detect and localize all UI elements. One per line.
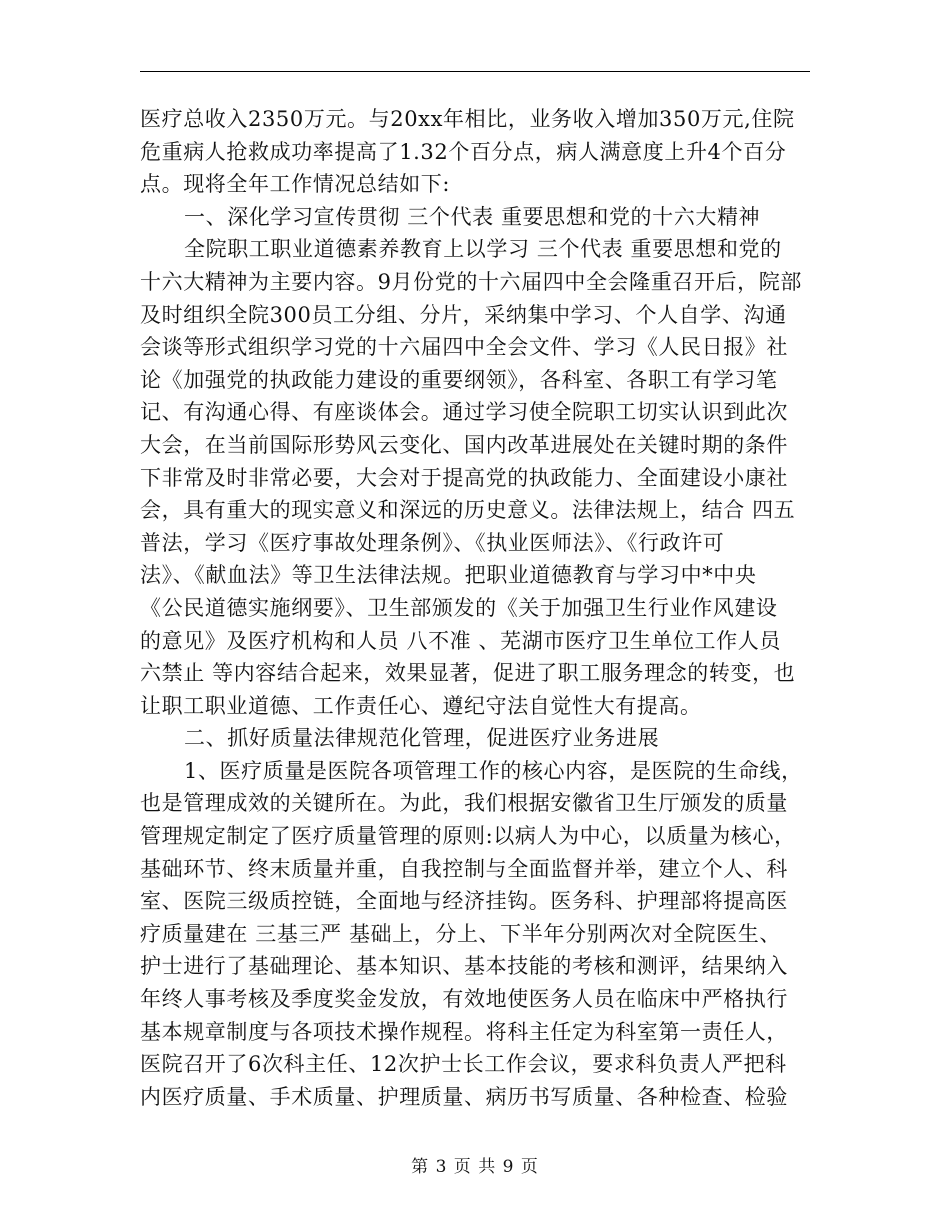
- section-heading: 一、深化学习宣传贯彻 三个代表 重要思想和党的十六大精神: [184, 204, 761, 229]
- text-line: 的意见》及医疗机构和人员 八不准 、芜湖市医疗卫生单位工作人员: [140, 628, 781, 653]
- text-line: 及时组织全院300员工分组、分片，采纳集中学习、个人自学、沟通: [140, 302, 787, 327]
- text-line: 大会，在当前国际形势风云变化、国内改革进展处在关键时期的条件: [140, 432, 788, 457]
- text-line: 也是管理成效的关键所在。为此，我们根据安徽省卫生厅颁发的质量: [140, 791, 788, 816]
- text-line: 全院职工职业道德素养教育上以学习 三个代表 重要思想和党的: [184, 237, 782, 262]
- text-line: 让职工职业道德、工作责任心、遵纪守法自觉性大有提高。: [140, 693, 702, 718]
- text-line: 六禁止 等内容结合起来，效果显著，促进了职工服务理念的转变，也: [140, 661, 796, 686]
- text-line: 护士进行了基础理论、基本知识、基本技能的考核和测评，结果纳入: [140, 954, 788, 979]
- text-line: 内医疗质量、手术质量、护理质量、病历书写质量、各种检查、检验: [140, 1084, 788, 1109]
- text-line: 记、有沟通心得、有座谈体会。通过学习使全院职工切实认识到此次: [140, 400, 788, 425]
- text-line: 危重病人抢救成功率提高了1.32个百分点，病人满意度上升4个百分: [140, 139, 787, 164]
- text-line: 《公民道德实施纲要》、卫生部颁发的《关于加强卫生行业作风建设: [140, 595, 778, 620]
- text-line: 会谈等形式组织学习党的十六届四中全会文件、学习《人民日报》社: [140, 335, 788, 360]
- text-line: 基础环节、终末质量并重，自我控制与全面监督并举，建立个人、科: [140, 856, 788, 881]
- text-line: 医疗总收入2350万元。与20xx年相比，业务收入增加350万元,住院: [140, 107, 795, 131]
- header-rule: [140, 71, 810, 72]
- text-line: 1、医疗质量是医院各项管理工作的核心内容，是医院的生命线，: [184, 758, 803, 783]
- text-line: 疗质量建在 三基三严 基础上，分上、下半年分别两次对全院医生、: [140, 921, 781, 946]
- document-body: [140, 103, 812, 1113]
- text-line: 论《加强党的执政能力建设的重要纲领》，各科室、各职工有学习笔: [140, 367, 778, 392]
- text-line: 年终人事考核及季度奖金发放，有效地使医务人员在临床中严格执行: [140, 987, 788, 1012]
- text-line: 点。现将全年工作情况总结如下:: [140, 172, 451, 197]
- text-line: 下非常及时非常必要，大会对于提高党的执政能力、全面建设小康社: [140, 465, 788, 490]
- text-line: 基本规章制度与各项技术操作规程。将科主任定为科室第一责任人，: [140, 1019, 788, 1044]
- text-line: 医院召开了6次科主任、12次护士长工作会议，要求科负责人严把科: [140, 1052, 787, 1077]
- text-line: 管理规定制定了医疗质量管理的原则:以病人为中心，以质量为核心，: [140, 824, 796, 849]
- text-line: 室、医院三级质控链，全面地与经济挂钩。医务科、护理部将提高医: [140, 889, 788, 914]
- text-line: 十六大精神为主要内容。9月份党的十六届四中全会隆重召开后，院部: [140, 269, 802, 294]
- text-line: 法》、《献血法》等卫生法律法规。把职业道德教育与学习中*中央: [140, 563, 757, 588]
- section-heading: 二、抓好质量法律规范化管理，促进医疗业务进展: [184, 726, 660, 751]
- page-number: 第 3 页 共 9 页: [411, 1157, 539, 1177]
- text-line: 会，具有重大的现实意义和深远的历史意义。法律法规上，结合 四五: [140, 498, 796, 523]
- text-line: 普法，学习《医疗事故处理条例》、《执业医师法》、《行政许可: [140, 530, 725, 555]
